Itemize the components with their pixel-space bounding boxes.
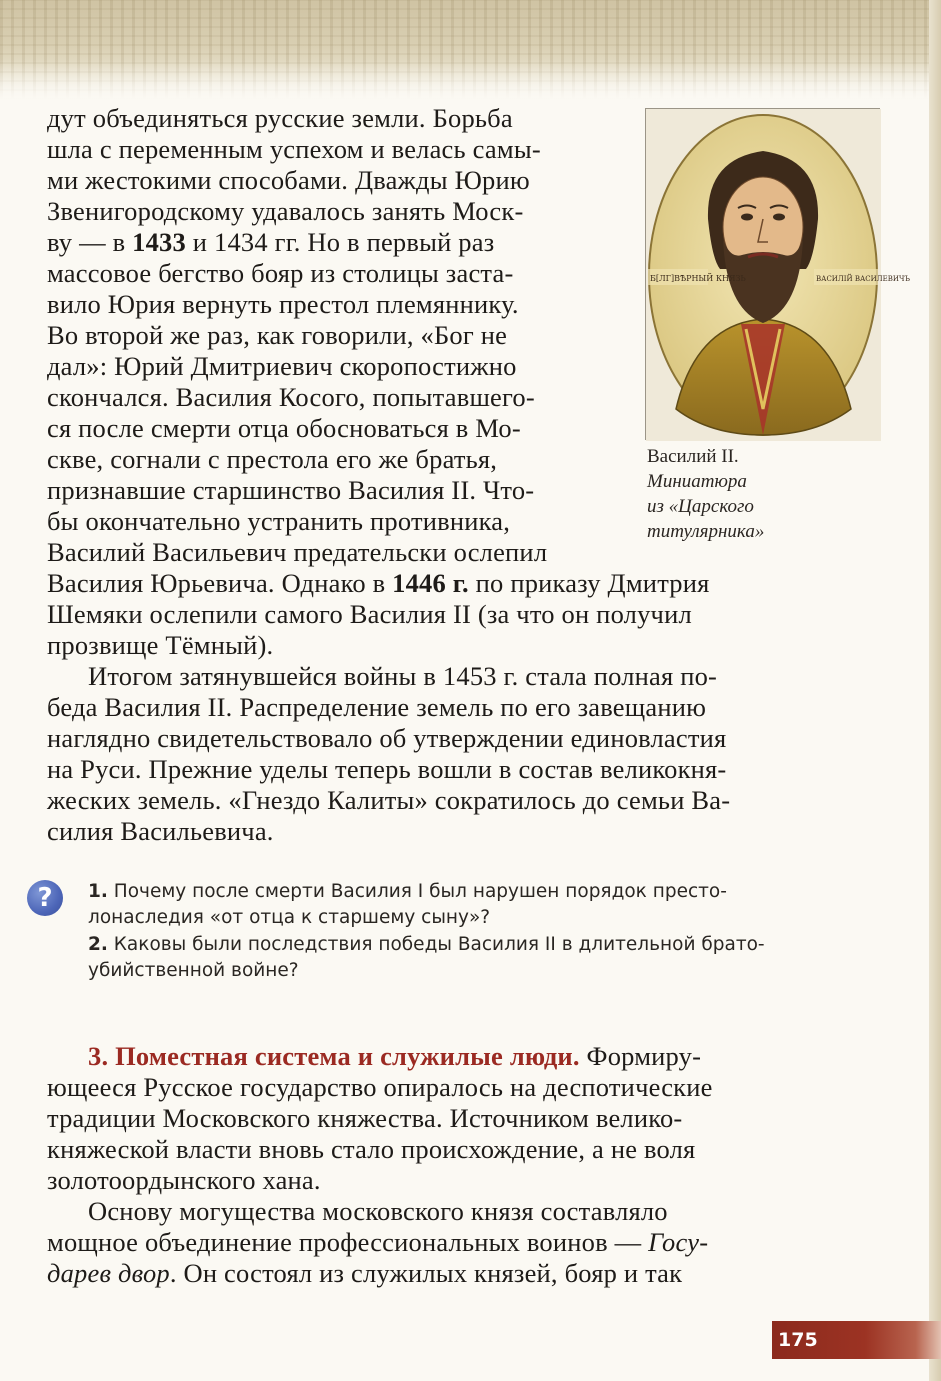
text-line: княжеской власти вновь стало происхождение, а не воля <box>47 1134 696 1164</box>
text-line: Василий Васильевич предательски ослепил <box>47 537 548 567</box>
question-1: 1. Почему после смерти Василия I был нарушен порядок престо- <box>88 881 727 902</box>
caption-title: Василий II. <box>647 446 739 467</box>
portrait-inscription-left: Б[ЛГ]ВѢРНЫЙ КНЯЗЬ <box>650 274 746 283</box>
text-line: мощное объединение профессиональных воинов — Госу- <box>47 1227 709 1257</box>
question-2: 2. Каковы были последствия победы Василия II в длительной брато- <box>88 934 765 955</box>
text-line: дарев двор. Он состоял из служилых князей, бояр и так <box>47 1258 683 1288</box>
text-line: Во второй же раз, как говорили, «Бог не <box>47 320 508 350</box>
text-line: массовое бегство бояр из столицы заста- <box>47 258 514 288</box>
term-gosudarev-dvor: Госу- <box>648 1227 709 1257</box>
text-line: бы окончательно устранить противника, <box>47 506 511 536</box>
text-line: наглядно свидетельствовало об утверждении единовластия <box>47 723 727 753</box>
text-line: скве, согнали с престола его же братья, <box>47 444 498 474</box>
question-1-cont: лонаследия «от отца к старшему сыну»? <box>88 907 491 928</box>
caption-line: из «Царского <box>647 496 754 517</box>
text-line: Звенигородскому удавалось занять Моск- <box>47 196 524 226</box>
decorative-header-band <box>0 0 941 100</box>
text-line: признавшие старшинство Василия II. Что- <box>47 475 535 505</box>
text-line: прозвище Тёмный). <box>47 630 274 660</box>
question-2-cont: убийственной войне? <box>88 960 299 981</box>
portrait-inscription-right: ВАСИЛІЙ ВАСИЛЕВИЧЪ <box>816 275 910 283</box>
text-line: традиции Московского княжества. Источником велико- <box>47 1103 683 1133</box>
caption-line: титулярника» <box>647 521 765 542</box>
text-line: силия Васильевича. <box>47 816 274 846</box>
text-line: жеских земель. «Гнездо Калиты» сократилось до семьи Ва- <box>47 785 731 815</box>
section-heading: 3. Поместная система и служилые люди. <box>88 1041 580 1071</box>
text-line: золотоордынского хана. <box>47 1165 321 1195</box>
text-line: дут объединяться русские земли. Борьба <box>47 103 513 133</box>
section-heading-line: 3. Поместная система и служилые люди. Формиру- <box>88 1041 702 1071</box>
caption-line: Миниатюра <box>647 471 747 492</box>
page-number: 175 <box>778 1329 818 1351</box>
text-line: вило Юрия вернуть престол племяннику. <box>47 289 519 319</box>
text-line: ми жестокими способами. Дважды Юрию <box>47 165 530 195</box>
text-line: Основу могущества московского князя составляло <box>88 1196 668 1226</box>
portrait-of-vasily-ii <box>646 109 910 441</box>
text-line: ся после смерти отца обосноваться в Мо- <box>47 413 521 443</box>
header-fade <box>0 60 941 100</box>
text-line: беда Василия II. Распределение земель по его завещанию <box>47 692 707 722</box>
text-line: Василия Юрьевича. Однако в 1446 г. по приказу Дмитрия <box>47 568 710 598</box>
question-mark-icon: ? <box>27 880 63 916</box>
text-line: на Руси. Прежние уделы теперь вошли в состав великокня- <box>47 754 727 784</box>
text-line: ющееся Русское государство опиралось на деспотические <box>47 1072 713 1102</box>
text-line: дал»: Юрий Дмитриевич скоропостижно <box>47 351 517 381</box>
page-edge-strip <box>929 0 941 1381</box>
text-line: Итогом затянувшейся войны в 1453 г. стала полная по- <box>88 661 718 691</box>
year-1446: 1446 г. <box>392 568 469 598</box>
text-line: ву — в 1433 и 1434 гг. Но в первый раз <box>47 227 495 257</box>
portrait-illustration <box>645 108 910 440</box>
text-line: Шемяки ослепили самого Василия II (за что он получил <box>47 599 692 629</box>
text-line: скончался. Василия Косого, попытавшего- <box>47 382 535 412</box>
text-line: шла с переменным успехом и велась самы- <box>47 134 541 164</box>
year-1433: 1433 <box>132 227 186 257</box>
